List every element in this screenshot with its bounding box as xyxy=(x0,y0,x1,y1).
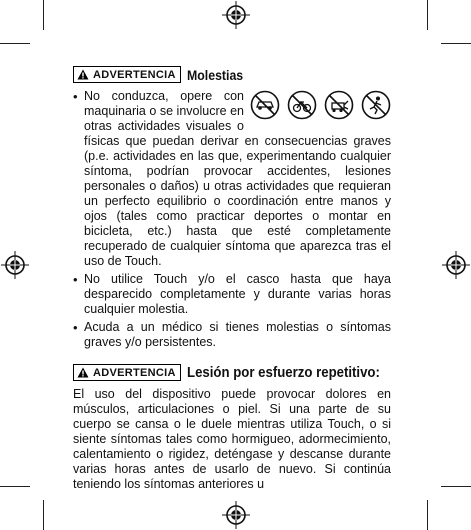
crop-mark-bottom-right xyxy=(427,500,428,530)
section-title: Molestias xyxy=(186,66,243,83)
list-item xyxy=(73,320,391,350)
registration-mark-bottom-icon xyxy=(222,501,250,529)
prohibition-icons xyxy=(250,90,391,120)
warning-label xyxy=(73,66,181,83)
crop-mark-top-left xyxy=(43,0,44,30)
registration-mark-right-icon xyxy=(442,251,470,279)
crop-mark-top-right xyxy=(427,0,428,30)
no-machinery-icon xyxy=(324,90,354,120)
list-item xyxy=(73,272,391,317)
bullet-text: • Acuda a un médico si tienes molestias o síntomas graves y/o persistentes. xyxy=(84,320,391,349)
warning-label xyxy=(73,364,181,381)
registration-mark-top-icon xyxy=(222,1,250,29)
bullet-text: • No utilice Touch y/o el casco hasta que haya desparecido completamente y durante varias horas cualquier molestia. xyxy=(84,272,391,316)
warning-label-text: ADVERTENCIA xyxy=(93,68,176,81)
body-paragraph: El uso del dispositivo puede provocar dolores en músculos, articulaciones o piel. Si una parte de su cuerpo se cansa o le duele mientras utiliza Touch, o si siente síntomas tales como hormigueo, adormecimiento, calentamiento o rigidez, deténgase y descanse durante varias horas antes de usarlo de nuevo. Si continúa teniendo los síntomas anteriores u xyxy=(73,387,391,491)
warning-label-text: ADVERTENCIA xyxy=(93,366,176,379)
no-cycling-icon xyxy=(287,90,317,120)
crop-mark-right-top xyxy=(441,43,471,44)
section-repetitive-strain xyxy=(73,364,391,492)
bullet-list xyxy=(73,89,391,350)
crop-mark-right-bottom xyxy=(441,486,471,487)
document-body xyxy=(73,66,391,492)
warning-triangle-icon xyxy=(77,367,89,378)
section-header-molestias xyxy=(73,66,391,83)
crop-mark-left-bottom xyxy=(0,486,30,487)
no-physical-activity-icon xyxy=(361,90,391,120)
section-title: Lesión por esfuerzo repetitivo: xyxy=(186,364,380,381)
crop-mark-bottom-left xyxy=(43,500,44,530)
list-item xyxy=(73,89,391,269)
crop-mark-left-top xyxy=(0,43,30,44)
registration-mark-left-icon xyxy=(1,251,29,279)
warning-triangle-icon xyxy=(77,69,89,80)
no-driving-icon xyxy=(250,90,280,120)
bullet-text: • No conduzca, opere con maquinaria o se involucre en otras actividades visuales o físicas que puedan derivar en consecuencias graves (p.e. actividades en las que, experimentando cualquier síntoma, podrían provocar accidentes, lesiones personales o daños) u otras actividades que requieran un perfecto equilibrio o coordinación entre manos y ojos (tales como practicar deportes o montar en bicicleta, etc.) hasta que esté completamente recuperado de cualquier síntoma que aparezca tras el uso de Touch. xyxy=(84,89,391,268)
section-header-repetitive-strain xyxy=(73,364,391,381)
